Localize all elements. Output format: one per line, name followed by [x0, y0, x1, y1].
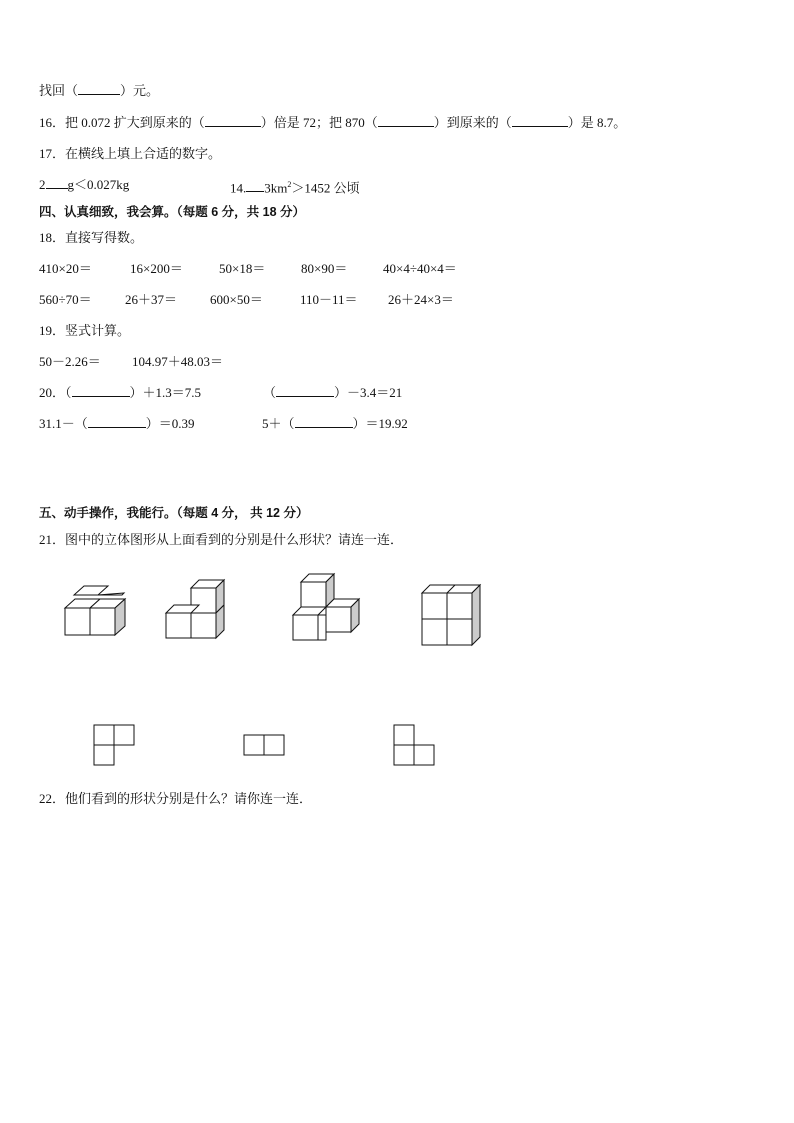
question-17-label: 17．在横线上填上合适的数字。	[39, 146, 222, 161]
q18-item: 26＋24×3＝	[388, 292, 454, 307]
answer-blank[interactable]	[246, 179, 264, 192]
q18-item: 26＋37＝	[125, 292, 178, 307]
answer-blank[interactable]	[378, 114, 434, 127]
question-21-label: 21．图中的立体图形从上面看到的分别是什么形状？请连一连．	[39, 532, 404, 547]
top-view-shape-3	[393, 724, 437, 768]
q18-item: 40×4÷40×4＝	[383, 261, 457, 276]
q18-item: 16×200＝	[130, 261, 183, 276]
answer-blank[interactable]	[295, 415, 353, 428]
answer-blank[interactable]	[512, 114, 568, 127]
question-20a: 20．（ ）＋1.3＝7.5	[39, 385, 202, 400]
question-20c: 31.1－（ ）＝0.39	[39, 416, 195, 431]
question-18-label: 18．直接写得数。	[39, 230, 144, 245]
answer-blank[interactable]	[46, 176, 68, 189]
q18-item: 410×20＝	[39, 261, 92, 276]
q18-item: 80×90＝	[301, 261, 348, 276]
question-17a: 2 g＜0.027kg	[39, 177, 130, 192]
question-16: 16．把 0.072 扩大到原来的（ ）倍是 72；把 870（ ）到原来的（ ）是 8.7。	[39, 115, 627, 130]
answer-blank[interactable]	[276, 384, 334, 397]
answer-blank[interactable]	[78, 82, 120, 95]
q19-item: 50－2.26＝	[39, 354, 101, 369]
section-5-title: 五、动手操作，我能行。（每题 4 分， 共 12 分）	[39, 506, 309, 520]
answer-blank[interactable]	[72, 384, 130, 397]
question-19-label: 19．竖式计算。	[39, 323, 131, 338]
q19-item: 104.97＋48.03＝	[132, 354, 224, 369]
q18-item: 110－11＝	[300, 292, 358, 307]
cube-figure-4	[418, 582, 488, 650]
cube-figure-3	[288, 570, 368, 645]
question-22-label: 22．他们看到的形状分别是什么？请你连一连．	[39, 791, 313, 806]
answer-blank[interactable]	[88, 415, 146, 428]
question-20b: （ ）－3.4＝21	[263, 385, 403, 400]
question-20d: 5＋（ ）＝19.92	[262, 416, 408, 431]
cube-figure-2	[160, 578, 230, 640]
top-view-shape-1	[93, 724, 137, 768]
cube-figure-1	[60, 590, 130, 640]
top-view-shape-2	[243, 734, 287, 758]
q18-item: 600×50＝	[210, 292, 263, 307]
q15-tail: 找回（ ）元。	[39, 83, 160, 98]
q18-item: 50×18＝	[219, 261, 266, 276]
q18-item: 560÷70＝	[39, 292, 92, 307]
answer-blank[interactable]	[205, 114, 261, 127]
question-17b: 14. $3km^2>1452$ 公顷	[230, 180, 360, 196]
section-4-title: 四、认真细致，我会算。（每题 6 分，共 18 分）	[39, 205, 305, 219]
